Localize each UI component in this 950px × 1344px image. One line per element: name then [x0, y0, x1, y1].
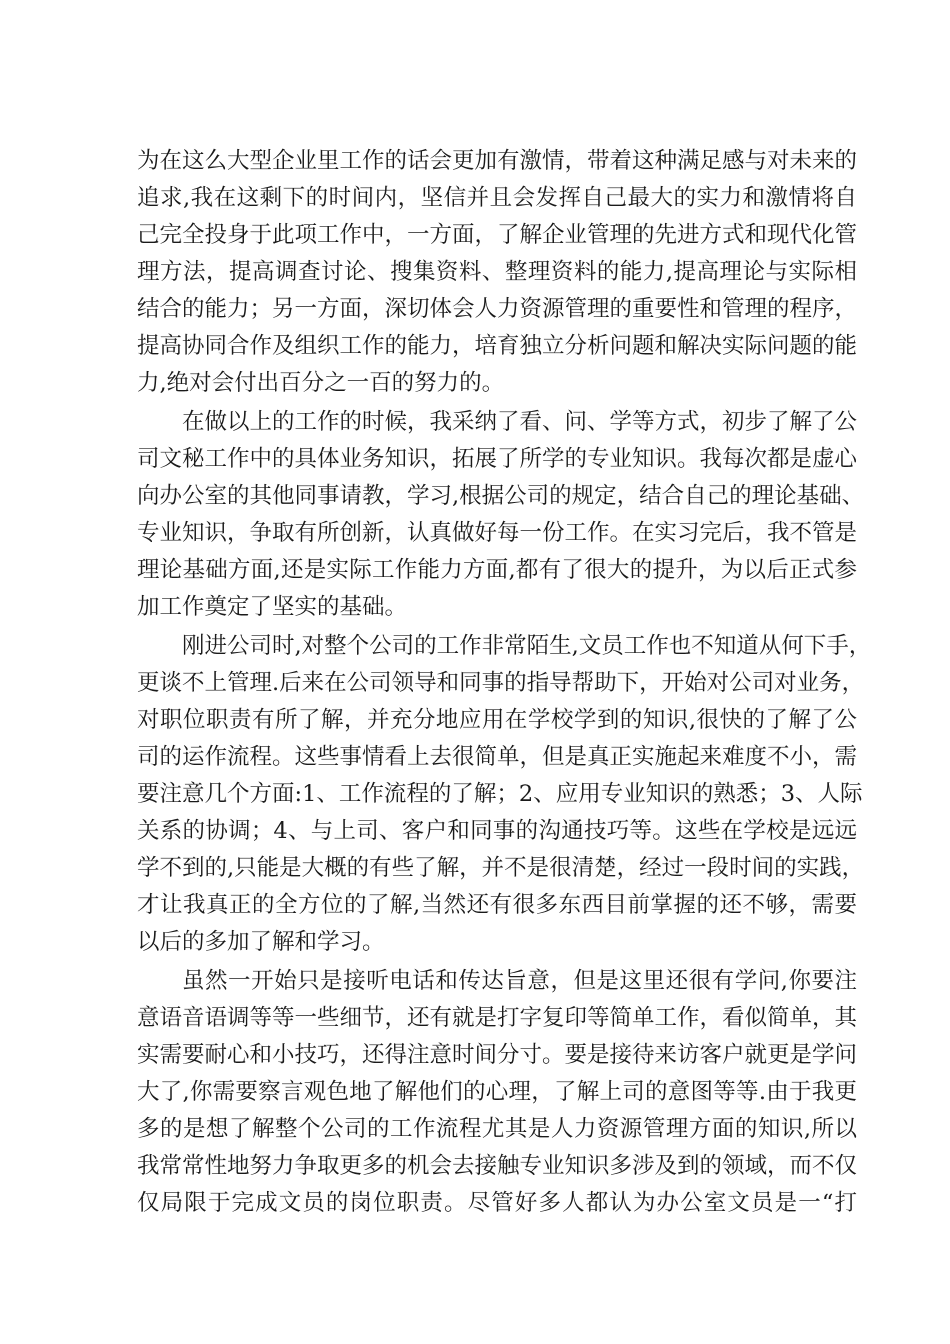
text-line: 理论基础方面,还是实际工作能力方面,都有了很大的提升，为以后正式参 — [137, 557, 857, 583]
text-line: 我常常性地努力争取更多的机会去接触专业知识多涉及到的领域，而不仅 — [137, 1153, 858, 1179]
document-body — [137, 143, 872, 1222]
text-line: 更谈不上管理.后来在公司领导和同事的指导帮助下，开始对公司对业务， — [137, 670, 865, 696]
text-line: 意语音语调等等一些细节，还有就是打字复印等简单工作，看似简单，其 — [137, 1005, 858, 1031]
text-line: 司文秘工作中的具体业务知识，拓展了所学的专业知识。我每次都是虚心 — [137, 446, 858, 472]
paragraph-3 — [137, 628, 872, 961]
text-line: 关系的协调；4、与上司、客户和同事的沟通技巧等。这些在学校是远远 — [137, 818, 857, 844]
text-line: 加工作奠定了坚实的基础。 — [137, 594, 408, 620]
text-line: 实需要耐心和小技巧，还得注意时间分寸。要是接待来访客户就更是学问 — [137, 1042, 858, 1068]
text-line: 司的运作流程。这些事情看上去很简单，但是真正实施起来难度不小，需 — [137, 744, 858, 770]
text-line: 理方法，提高调查讨论、搜集资料、整理资料的能力,提高理论与实际相 — [137, 259, 857, 285]
text-line: 对职位职责有所了解，并充分地应用在学校学到的知识,很快的了解了公 — [137, 707, 857, 733]
text-line: 为在这么大型企业里工作的话会更加有激情，带着这种满足感与对未来的 — [137, 148, 858, 174]
text-line: 才让我真正的全方位的了解,当然还有很多东西目前掌握的还不够，需要 — [137, 892, 857, 918]
text-line: 要注意几个方面:1、工作流程的了解；2、应用专业知识的熟悉；3、人际 — [137, 781, 863, 807]
text-line: 以后的多加了解和学习。 — [137, 929, 385, 955]
text-line: 结合的能力；另一方面，深切体会人力资源管理的重要性和管理的程序， — [137, 296, 858, 322]
text-line: 大了,你需要察言观色地了解他们的心理，了解上司的意图等等.由于我更 — [137, 1079, 857, 1105]
text-line: 仅局限于完成文员的岗位职责。尽管好多人都认为办公室文员是一“打 — [137, 1190, 857, 1216]
text-line: 学不到的,只能是大概的有些了解，并不是很清楚，经过一段时间的实践， — [137, 855, 865, 881]
text-line: 在做以上的工作的时候，我采纳了看、问、学等方式，初步了解了公 — [182, 409, 858, 435]
text-line: 己完全投身于此项工作中，一方面，了解企业管理的先进方式和现代化管 — [137, 222, 858, 248]
text-line: 提高协同合作及组织工作的能力，培育独立分析问题和解决实际问题的能 — [137, 333, 858, 359]
text-line: 力,绝对会付出百分之一百的努力的。 — [137, 370, 505, 396]
text-line: 专业知识，争取有所创新，认真做好每一份工作。在实习完后，我不管是 — [137, 520, 858, 546]
text-line: 虽然一开始只是接听电话和传达旨意，但是这里还很有学问,你要注 — [182, 968, 857, 994]
paragraph-2 — [137, 404, 865, 626]
paragraph-4 — [137, 963, 857, 1222]
text-line: 追求,我在这剩下的时间内，坚信并且会发挥自己最大的实力和激情将自 — [137, 185, 857, 211]
text-line: 多的是想了解整个公司的工作流程尤其是人力资源管理方面的知识,所以 — [137, 1116, 857, 1142]
text-line: 刚进公司时,对整个公司的工作非常陌生,文员工作也不知道从何下手， — [182, 633, 872, 659]
text-line: 向办公室的其他同事请教，学习,根据公司的规定，结合自己的理论基础、 — [137, 483, 865, 509]
paragraph-1 — [137, 143, 857, 402]
